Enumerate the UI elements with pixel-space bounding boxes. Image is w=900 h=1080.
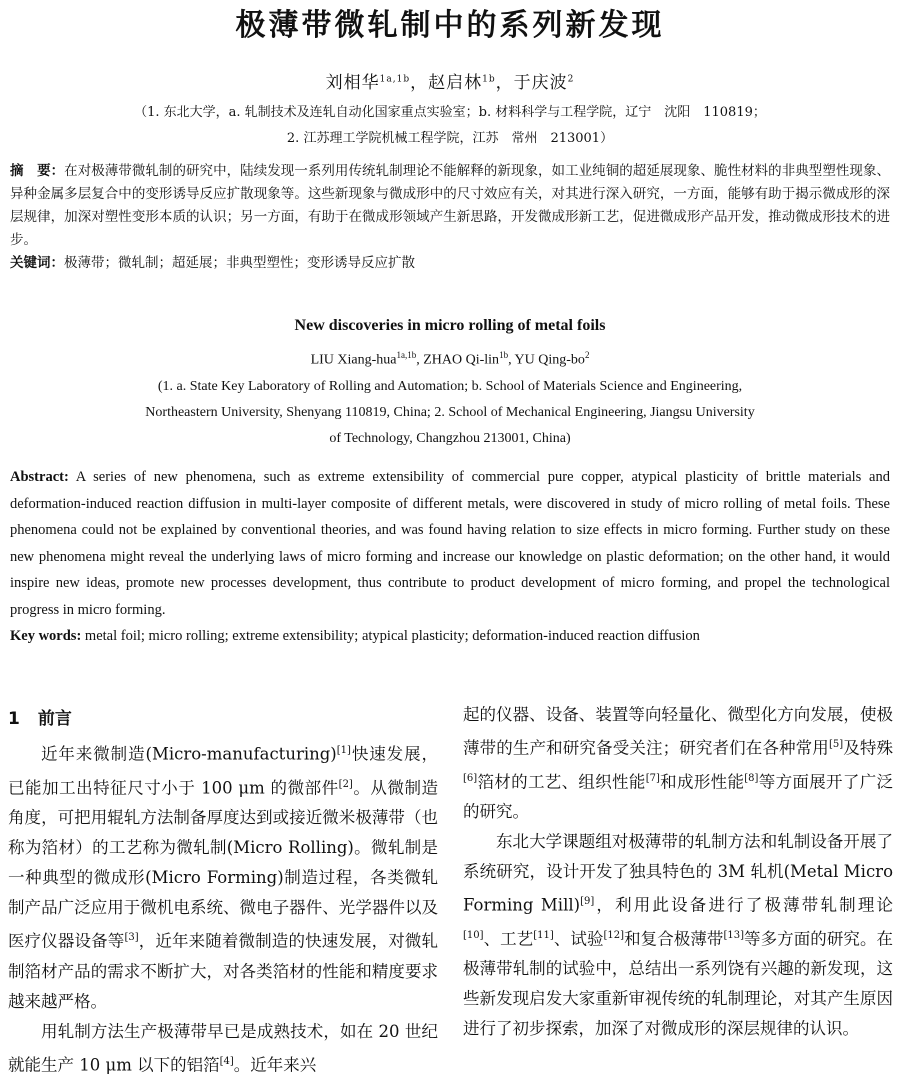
paragraph-text: 、试验 (554, 929, 604, 948)
citation-ref: [5] (829, 739, 843, 750)
paragraph-text: 用轧制方法生产极薄带早已是成熟技术，如在 20 世纪就能生产 10 μm 以下的铝箔 (8, 1022, 438, 1075)
author-name: ZHAO Qi-lin (423, 353, 499, 368)
abstract-en-label: Abstract: (10, 469, 69, 485)
author-affiliation-mark: 1b (482, 74, 496, 84)
abstract-en-text: A series of new phenomena, such as extreme extensibility of commercial pure copper, atypical plasticity of brittle materials and deformation-induced reaction diffusion in multi-layer composite of different metals, were discovered in study of micro rolling of metal foils. These phenomena could not be explained by conventional theories, and was found having relation to size effects in micro forming. Further study on these new phenomena might reveal the underlying laws of micro forming and increase our knowledge on plastic deformation; on the other hand, it would inspire new ideas, promote new processes development, thus contribute to product development of micro forming, and propel the technological progress in micro forming. (10, 469, 890, 618)
citation-ref: [9] (580, 896, 594, 907)
citation-ref: [2] (339, 779, 353, 790)
citation-ref: [7] (646, 773, 660, 784)
keywords-zh-label: 关键词： (10, 255, 64, 271)
paragraph-text: 和复合极薄带 (624, 929, 723, 948)
body-paragraph (8, 736, 438, 1017)
citation-ref: [11] (533, 930, 554, 941)
paragraph-text: 和成形性能 (660, 772, 744, 791)
paragraph-text: 。近年来兴 (234, 1055, 317, 1074)
keywords-en (10, 623, 890, 649)
citation-ref: [13] (723, 930, 744, 941)
authors-en (10, 350, 890, 372)
body-paragraph (8, 1017, 438, 1080)
author-name: 刘相华 (326, 73, 380, 93)
section-number: 1 (8, 709, 20, 729)
citation-ref: [4] (220, 1056, 234, 1067)
citation-ref: [10] (463, 930, 484, 941)
paragraph-text: 等方面展开了广泛的研究。 (463, 772, 893, 821)
author-separator: , (416, 353, 423, 368)
paragraph-text: 起的仪器、设备、装置等向轻量化、微型化方向发展，使极薄带的生产和研究备受关注；研究者们在各种常用 (463, 705, 893, 758)
author-separator: ， (496, 73, 514, 93)
affiliations-zh (10, 100, 890, 152)
paragraph-text: 箔材的工艺、组织性能 (477, 772, 646, 791)
abstract-zh-text: 在对极薄带微轧制的研究中，陆续发现一系列用传统轧制理论不能解释的新现象，如工业纯铜的超延展现象、脆性材料的非典型塑性现象、异种金属多层复合中的变形诱导反应扩散现象等。这些新现象与微成形中的尺寸效应有关，对其进行深入研究，一方面，能够有助于揭示微成形的深层规律，加深对塑性变形本质的认识；另一方面，有助于在微成形领域产生新思路，开发微成形新工艺，促进微成形产品开发，推动微成形技术的进步。 (10, 163, 890, 248)
affiliation-en-line: Northeastern University, Shenyang 110819, China; 2. School of Mechanical Engineering, Jiangsu University (10, 400, 890, 426)
author-affiliation-mark: 1a,1b (396, 350, 416, 360)
author-affiliation-mark: 1a,1b (380, 74, 410, 84)
citation-ref: [8] (744, 773, 758, 784)
abstract-en (10, 464, 890, 623)
section-title: 前言 (38, 709, 72, 729)
paragraph-text: 。从微制造角度，可把用辊轧方法制备厚度达到或接近微米极薄带（也称为箔材）的工艺称为微轧制(Micro Rolling)。微轧制是一种典型的微成形(Micro Forming)制造过程，各类微轧制产品广泛应用于微机电系统、微电子器件、光学器件以及医疗仪器设备等 (8, 778, 438, 951)
body-column-left (8, 700, 438, 1080)
author-separator: ， (410, 73, 428, 93)
keywords-en-text: metal foil; micro rolling; extreme extensibility; atypical plasticity; deformation-induced reaction diffusion (81, 628, 700, 644)
paragraph-text: 等多方面的研究。在极薄带轧制的试验中，总结出一系列饶有兴趣的新发现，这些新发现启发大家重新审视传统的轧制理论，对其产生原因进行了初步探索，加深了对微成形的深层规律的认识。 (463, 929, 893, 1038)
keywords-en-label: Key words: (10, 628, 81, 644)
author-separator: , (508, 353, 514, 368)
citation-ref: [6] (463, 773, 477, 784)
author-name: LIU Xiang-hua (311, 353, 397, 368)
abstract-zh (10, 160, 890, 252)
paragraph-text: ，利用此设备进行了极薄带轧制理论 (594, 896, 893, 915)
author-affiliation-mark: 2 (585, 350, 590, 360)
section-heading (8, 704, 438, 734)
body-paragraph-continued (463, 700, 893, 827)
affiliation-zh-line: 2. 江苏理工学院机械工程学院，江苏 常州 213001） (10, 126, 890, 152)
citation-ref: [3] (124, 932, 138, 943)
affiliation-zh-line: （1. 东北大学，a. 轧制技术及连轧自动化国家重点实验室；b. 材料科学与工程学院，辽宁 沈阳 110819； (10, 100, 890, 126)
abstract-zh-label: 摘 要： (10, 163, 64, 179)
paragraph-text: 快速发展，已能加工出特征尺寸小于 100 μm 的微部件 (8, 745, 438, 798)
body-column-right (463, 700, 893, 1080)
paragraph-text: 近年来微制造(Micro-manufacturing) (41, 745, 337, 764)
paper-title-zh: 极薄带微轧制中的系列新发现 (10, 0, 890, 54)
author-name: 于庆波 (514, 73, 568, 93)
body-paragraph (463, 827, 893, 1044)
paragraph-text: 及特殊 (843, 739, 893, 758)
author-affiliation-mark: 1b (499, 350, 508, 360)
author-affiliation-mark: 2 (568, 74, 575, 84)
affiliation-en-line: (1. a. State Key Laboratory of Rolling and Automation; b. School of Materials Science and Engineering, (10, 374, 890, 400)
author-name: 赵启林 (428, 73, 482, 93)
paragraph-text: ，近年来随着微制造的快速发展，对微轧制箔材产品的需求不断扩大，对各类箔材的性能和精度要求越来越严格。 (8, 932, 438, 1011)
body-columns (8, 700, 893, 1080)
paragraph-text: 、工艺 (484, 929, 534, 948)
keywords-zh-text: 极薄带；微轧制；超延展；非典型塑性；变形诱导反应扩散 (64, 255, 415, 271)
keywords-zh (10, 252, 890, 275)
citation-ref: [12] (604, 930, 625, 941)
citation-ref: [1] (337, 745, 351, 756)
paper-title-en: New discoveries in micro rolling of metal foils (10, 317, 890, 341)
authors-zh (10, 68, 890, 94)
author-name: YU Qing-bo (515, 353, 585, 368)
paragraph-text: 东北大学课题组对极薄带的轧制方法和轧制设备开展了系统研究，设计开发了独具特色的 3M 轧机(Metal Micro Forming Mill) (463, 832, 893, 915)
affiliations-en (10, 374, 890, 452)
affiliation-en-line: of Technology, Changzhou 213001, China) (10, 426, 890, 452)
